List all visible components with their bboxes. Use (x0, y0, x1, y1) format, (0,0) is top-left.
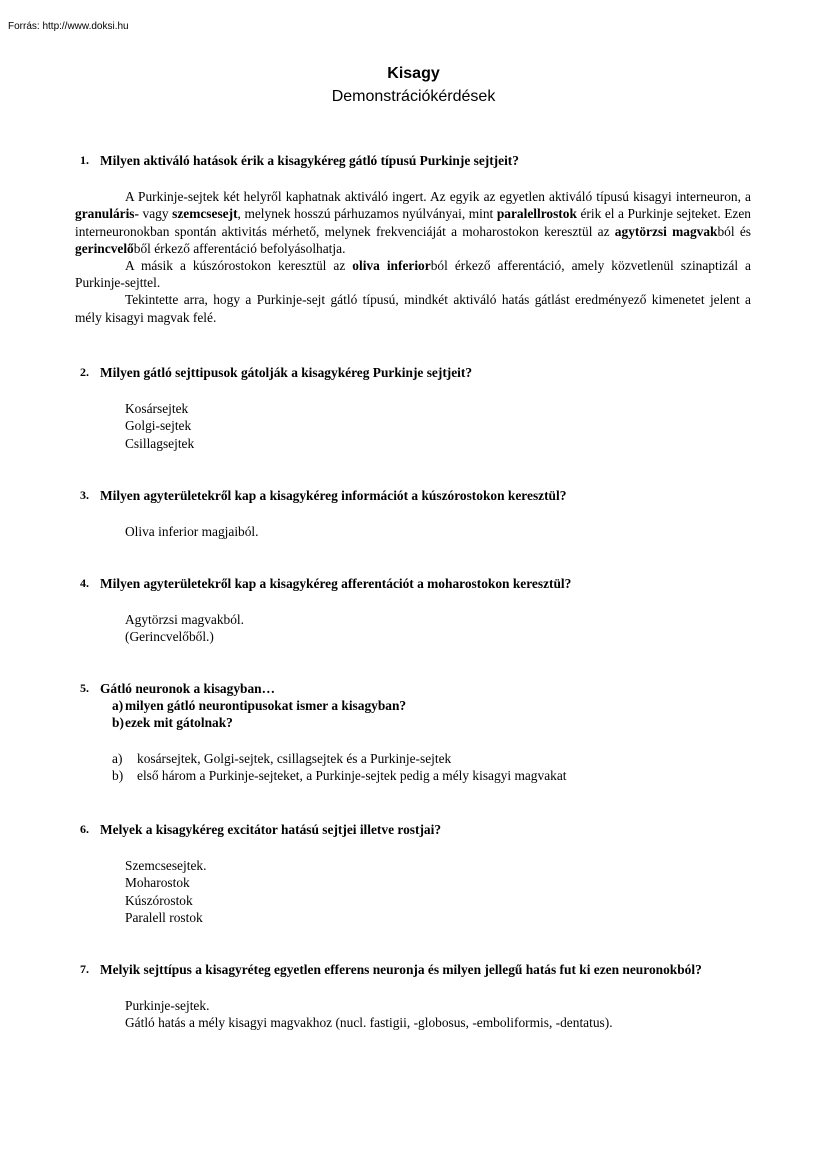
question-5 (75, 680, 751, 784)
question-number: 2. (80, 365, 89, 379)
question-heading (75, 364, 751, 381)
answer-text: első három a Purkinje-sejteket, a Purkinje-sejtek pedig a mély kisagyi magvakat (137, 767, 567, 783)
answer-label: a) (112, 750, 123, 766)
question-text: Milyen aktiváló hatások érik a kisagykéreg gátló típusú Purkinje sejtjeit? (100, 153, 519, 168)
subquestion-a (75, 697, 751, 714)
answer-line: Agytörzsi magvakból. (125, 612, 245, 628)
text-run: érik el a Purkinje sejteket. Ezen interneuronokban spontán aktivitás mérhető, melynek frekvenciáját a moharostokon keresztül az (75, 206, 751, 239)
answer-paragraph-2 (75, 257, 751, 291)
question-heading (75, 152, 751, 169)
answer-a (75, 750, 751, 767)
question-number: 6. (80, 822, 89, 836)
text-run: ból és (717, 223, 751, 239)
question-3 (75, 487, 751, 540)
answer-line: Csillagsejtek (125, 435, 195, 451)
question-number: 7. (80, 962, 89, 976)
term-oliva-inferior: oliva inferior (352, 258, 431, 274)
question-heading (75, 821, 751, 838)
question-4 (75, 575, 751, 646)
question-heading (75, 961, 751, 978)
answer-line: Golgi-sejtek (125, 418, 192, 434)
question-heading (75, 575, 751, 592)
question-1 (75, 152, 751, 326)
question-number: 5. (80, 681, 89, 695)
text-run: A Purkinje-sejtek két helyről kaphatnak aktiváló ingert. Az egyik az egyetlen aktiváló típusú kisagyi interneuron, a (125, 189, 751, 205)
answer-line: Kúszórostok (125, 892, 193, 908)
text-run: A másik a kúszórostokon keresztül az (125, 258, 353, 274)
answer-line: Kosársejtek (125, 401, 189, 417)
answer-b (75, 767, 751, 784)
question-heading (75, 680, 751, 697)
subquestion-b (75, 714, 751, 731)
answer-line: Gátló hatás a mély kisagyi magvakhoz (nucl. fastigii, -globosus, -emboliformis, -dentatus). (125, 1015, 613, 1031)
question-text: Milyen agyterületekről kap a kisagykéreg afferentációt a moharostokon keresztül? (100, 576, 572, 591)
subquestion-label: a) (112, 698, 124, 714)
question-number: 3. (80, 488, 89, 502)
question-text: Melyek a kisagykéreg excitátor hatású sejtjei illetve rostjai? (100, 822, 442, 837)
answer-paragraph-1 (75, 188, 751, 257)
question-text: Gátló neuronok a kisagyban… (100, 681, 275, 696)
title-block (0, 64, 827, 107)
answer-label: b) (112, 767, 124, 783)
question-text: Melyik sejttípus a kisagyréteg egyetlen efferens neuronja és milyen jellegű hatás fut ki ezen neuronokból? (100, 962, 702, 977)
term-gerincvelo: gerincvelő (75, 240, 134, 256)
question-heading (75, 487, 751, 504)
question-text: Milyen agyterületekről kap a kisagykéreg információt a kúszórostokon keresztül? (100, 488, 567, 503)
subquestion-label: b) (112, 715, 124, 731)
answer-line: (Gerincvelőből.) (125, 629, 214, 645)
term-paralellrostok: paralellrostok (496, 206, 577, 222)
term-granularis: granuláris- (75, 206, 139, 222)
subquestion-text: milyen gátló neurontipusokat ismer a kisagyban? (125, 698, 407, 714)
answer-line: Oliva inferior magjaiból. (125, 524, 259, 540)
document-title: Kisagy (387, 65, 440, 82)
answer-line: Szemcsesejtek. (125, 858, 207, 874)
text-run: ből érkező afferentáció befolyásolhatja. (133, 240, 346, 256)
text-run: vagy (138, 206, 173, 222)
text-run: ból érkező afferentáció, amely közvetlenül szinaptizál a Purkinje-sejttel. (75, 258, 752, 291)
question-6 (75, 821, 751, 926)
question-7 (75, 961, 751, 1032)
source-line: Forrás: http://www.doksi.hu (8, 21, 129, 32)
answer-line: Purkinje-sejtek. (125, 998, 210, 1014)
document-subtitle: Demonstrációkérdések (331, 88, 496, 105)
term-agytorzsi-magvak: agytörzsi magvak (614, 223, 718, 239)
answer-line: Paralell rostok (125, 909, 203, 925)
answer-paragraph-3: Tekintette arra, hogy a Purkinje-sejt gátló típusú, mindkét aktiváló hatás gátlást eredményező kimenetet jelent a mély kisagyi magvak felé. (75, 292, 751, 325)
term-szemcsesejt: szemcsesejt (172, 206, 238, 222)
answer-text: kosársejtek, Golgi-sejtek, csillagsejtek és a Purkinje-sejtek (137, 750, 452, 766)
question-number: 4. (80, 576, 89, 590)
question-text: Milyen gátló sejttipusok gátolják a kisagykéreg Purkinje sejtjeit? (100, 365, 473, 380)
text-run: , melynek hosszú párhuzamos nyúlványai, mint (237, 206, 497, 222)
subquestion-text: ezek mit gátolnak? (125, 715, 233, 731)
question-number: 1. (80, 153, 89, 167)
question-2 (75, 364, 751, 452)
answer-line: Moharostok (125, 875, 190, 891)
